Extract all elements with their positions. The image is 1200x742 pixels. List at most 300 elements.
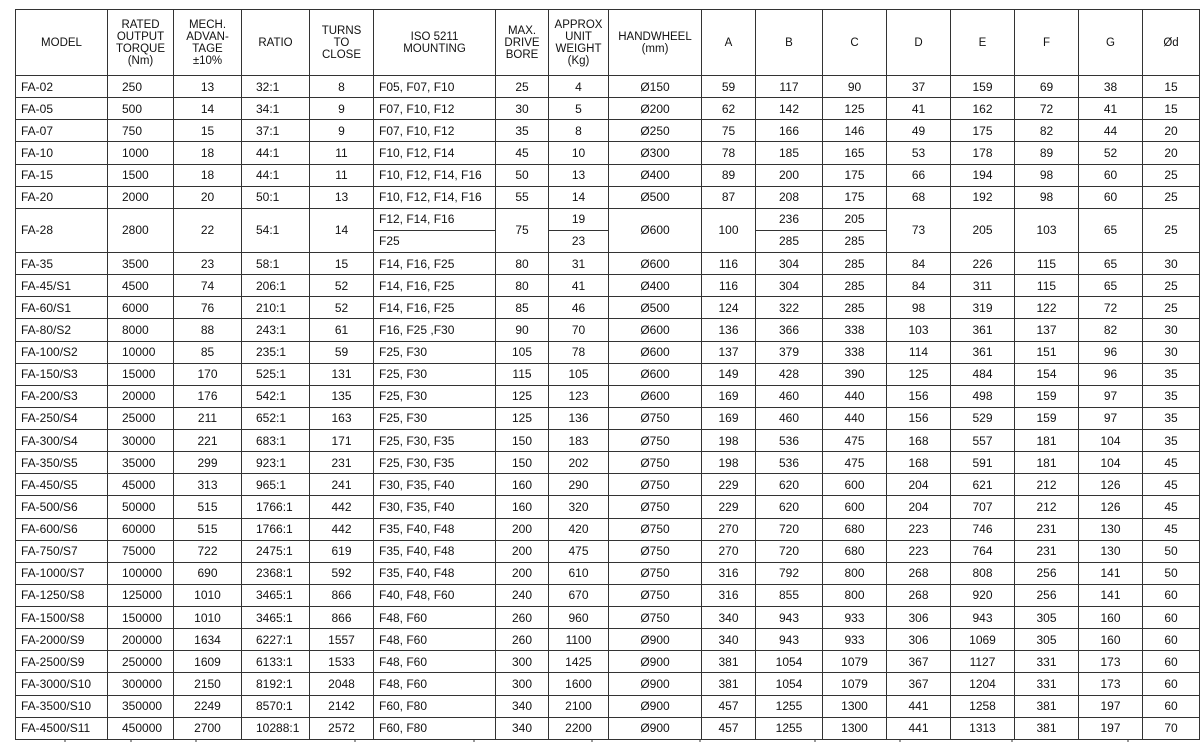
dim-e-cell: 162: [951, 98, 1015, 120]
dim-f-cell: 181: [1015, 452, 1079, 474]
dim-f-cell: 137: [1015, 319, 1079, 341]
header-bore-line: BORE: [505, 48, 539, 61]
dim-a-cell: 381: [702, 651, 756, 673]
dim-a-cell: 381: [702, 673, 756, 695]
dim-e-cell: 159: [951, 76, 1015, 98]
table-row: [16, 430, 1200, 452]
dim-c-cell: 680: [823, 518, 887, 540]
weight-cell: 14: [549, 186, 609, 208]
handwheel-cell: Ø600: [609, 385, 702, 407]
handwheel-cell: Ø900: [609, 651, 702, 673]
turns-cell: 866: [310, 607, 374, 629]
dim-c-cell: 440: [823, 385, 887, 407]
mounting-cell: F25, F30: [374, 363, 496, 385]
torque-cell: 100000: [108, 562, 174, 584]
header-turns-line: TO: [333, 36, 350, 49]
dim-b-cell: 1054: [756, 673, 823, 695]
dim-a-cell: 229: [702, 474, 756, 496]
mounting-cell: F25, F30: [374, 407, 496, 429]
bore-cell: 105: [496, 341, 549, 363]
mech-advantage-cell: 1010: [174, 584, 242, 606]
dim-a-cell: 316: [702, 562, 756, 584]
torque-cell: 15000: [108, 363, 174, 385]
bore-cell: 340: [496, 695, 549, 717]
turns-cell: 9: [310, 98, 374, 120]
dim-e-cell: 192: [951, 186, 1015, 208]
mech-advantage-cell: 20: [174, 186, 242, 208]
dim-e-cell: 1204: [951, 673, 1015, 695]
dim-c-cell: [823, 208, 887, 252]
dim-b-cell: 1255: [756, 717, 823, 739]
dim-a-cell: 229: [702, 496, 756, 518]
dim-g-cell: 38: [1079, 76, 1143, 98]
torque-cell: 250000: [108, 651, 174, 673]
dim-d-cell: 306: [887, 629, 951, 651]
ratio-cell: 1766:1: [242, 496, 310, 518]
turns-cell: 866: [310, 584, 374, 606]
model-cell: FA-4500/S11: [16, 717, 108, 739]
header-shaft-diameter: Ød: [1143, 10, 1200, 76]
weight-cell: 41: [549, 275, 609, 297]
table-row: [16, 98, 1200, 120]
header-mech-line: ADVAN-: [186, 30, 229, 43]
model-cell: FA-3500/S10: [16, 695, 108, 717]
dim-f-cell: 381: [1015, 717, 1079, 739]
dim-b-cell-part: 236: [756, 209, 822, 231]
dim-a-cell: 270: [702, 518, 756, 540]
torque-cell: 8000: [108, 319, 174, 341]
turns-cell: 231: [310, 452, 374, 474]
header-iso-line: ISO 5211: [410, 30, 459, 43]
bore-cell: 260: [496, 629, 549, 651]
dim-c-cell: 285: [823, 297, 887, 319]
turns-cell: 59: [310, 341, 374, 363]
dim-g-cell: 173: [1079, 651, 1143, 673]
turns-cell: 619: [310, 540, 374, 562]
dim-e-cell: 529: [951, 407, 1015, 429]
bore-cell: 200: [496, 562, 549, 584]
mounting-cell: F40, F48, F60: [374, 584, 496, 606]
turns-cell: 2572: [310, 717, 374, 739]
bore-cell: 55: [496, 186, 549, 208]
dim-b-cell: 720: [756, 540, 823, 562]
dim-b-cell: 185: [756, 142, 823, 164]
dim-g-cell: 65: [1079, 208, 1143, 252]
torque-cell: 1000: [108, 142, 174, 164]
ratio-cell: 243:1: [242, 319, 310, 341]
table-row: [16, 629, 1200, 651]
dim-d-cell: 53: [887, 142, 951, 164]
mounting-cell: F25, F30, F35: [374, 430, 496, 452]
bore-cell: 160: [496, 474, 549, 496]
table-row: [16, 76, 1200, 98]
mounting-cell: [374, 208, 496, 252]
dim-c-cell: 285: [823, 275, 887, 297]
weight-cell: 31: [549, 253, 609, 275]
table-row: [16, 695, 1200, 717]
shaft-diameter-cell: 20: [1143, 120, 1200, 142]
torque-cell: 10000: [108, 341, 174, 363]
mounting-cell: F35, F40, F48: [374, 562, 496, 584]
shaft-diameter-cell: 25: [1143, 297, 1200, 319]
header-g: G: [1079, 10, 1143, 76]
table-row: [16, 297, 1200, 319]
table-body: [16, 76, 1200, 740]
dim-b-cell: 620: [756, 496, 823, 518]
dim-f-cell: 305: [1015, 607, 1079, 629]
dim-e-cell: 746: [951, 518, 1015, 540]
header-model: MODEL: [16, 10, 108, 76]
dim-g-cell: 72: [1079, 297, 1143, 319]
dim-b-cell: 304: [756, 275, 823, 297]
dim-a-cell: 457: [702, 717, 756, 739]
dim-e-cell: 621: [951, 474, 1015, 496]
bore-cell: 35: [496, 120, 549, 142]
header-mech: [174, 10, 242, 76]
dim-d-cell: 367: [887, 651, 951, 673]
dim-g-cell: 97: [1079, 385, 1143, 407]
header-turns-line: TURNS: [321, 24, 362, 37]
dim-g-cell: 60: [1079, 164, 1143, 186]
turns-cell: 163: [310, 407, 374, 429]
model-cell: FA-15: [16, 164, 108, 186]
ratio-cell: 32:1: [242, 76, 310, 98]
weight-cell: 290: [549, 474, 609, 496]
header-weight-line: APPROX: [554, 18, 603, 31]
dim-e-cell: 1313: [951, 717, 1015, 739]
dim-c-cell: 800: [823, 562, 887, 584]
turns-cell: 135: [310, 385, 374, 407]
weight-cell: 8: [549, 120, 609, 142]
ratio-cell: 58:1: [242, 253, 310, 275]
dim-c-cell: 680: [823, 540, 887, 562]
turns-cell: 171: [310, 430, 374, 452]
dim-f-cell: 212: [1015, 496, 1079, 518]
table-row: [16, 142, 1200, 164]
ratio-cell: 44:1: [242, 142, 310, 164]
dim-f-cell: 305: [1015, 629, 1079, 651]
dim-g-cell: 104: [1079, 452, 1143, 474]
dim-b-cell: 304: [756, 253, 823, 275]
dim-e-cell: 226: [951, 253, 1015, 275]
dim-a-cell: 270: [702, 540, 756, 562]
mech-advantage-cell: 515: [174, 518, 242, 540]
handwheel-cell: Ø750: [609, 452, 702, 474]
mounting-cell: F48, F60: [374, 629, 496, 651]
mounting-cell: F14, F16, F25: [374, 275, 496, 297]
shaft-diameter-cell: 25: [1143, 164, 1200, 186]
ratio-cell: 965:1: [242, 474, 310, 496]
model-cell: FA-20: [16, 186, 108, 208]
dim-c-cell: 933: [823, 629, 887, 651]
dim-g-cell: 65: [1079, 275, 1143, 297]
handwheel-cell: Ø200: [609, 98, 702, 120]
dim-f-cell: 115: [1015, 253, 1079, 275]
dim-e-cell: 361: [951, 319, 1015, 341]
dim-b-cell: 166: [756, 120, 823, 142]
shaft-diameter-cell: 50: [1143, 540, 1200, 562]
turns-cell: 8: [310, 76, 374, 98]
header-mech-line: ±10%: [192, 54, 223, 67]
shaft-diameter-cell: 30: [1143, 341, 1200, 363]
table-row: [16, 407, 1200, 429]
dim-a-cell: 59: [702, 76, 756, 98]
dim-b-cell: 428: [756, 363, 823, 385]
model-cell: FA-2500/S9: [16, 651, 108, 673]
dim-a-cell: 457: [702, 695, 756, 717]
dim-a-cell: 136: [702, 319, 756, 341]
table-row: [16, 164, 1200, 186]
header-handwheel-line: (mm): [641, 42, 669, 55]
torque-cell: 2000: [108, 186, 174, 208]
model-cell: FA-35: [16, 253, 108, 275]
table-row: [16, 120, 1200, 142]
dim-c-cell: 338: [823, 319, 887, 341]
turns-cell: 9: [310, 120, 374, 142]
dim-g-cell: 130: [1079, 518, 1143, 540]
shaft-diameter-cell: 60: [1143, 584, 1200, 606]
dim-f-cell: 122: [1015, 297, 1079, 319]
weight-cell: 183: [549, 430, 609, 452]
weight-cell: 4: [549, 76, 609, 98]
model-cell: FA-450/S5: [16, 474, 108, 496]
mech-advantage-cell: 15: [174, 120, 242, 142]
dim-a-cell: 87: [702, 186, 756, 208]
dim-b-cell: 1054: [756, 651, 823, 673]
shaft-diameter-cell: 60: [1143, 651, 1200, 673]
handwheel-cell: Ø750: [609, 430, 702, 452]
dim-a-cell: 198: [702, 430, 756, 452]
torque-cell: 6000: [108, 297, 174, 319]
table-row: [16, 584, 1200, 606]
dim-g-cell: 160: [1079, 607, 1143, 629]
dim-d-cell: 66: [887, 164, 951, 186]
dim-e-cell: 311: [951, 275, 1015, 297]
torque-cell: 4500: [108, 275, 174, 297]
mounting-cell: F14, F16, F25: [374, 297, 496, 319]
torque-cell: 200000: [108, 629, 174, 651]
turns-cell: 442: [310, 518, 374, 540]
ratio-cell: 2368:1: [242, 562, 310, 584]
handwheel-cell: Ø250: [609, 120, 702, 142]
dim-a-cell: 78: [702, 142, 756, 164]
handwheel-cell: Ø750: [609, 518, 702, 540]
model-cell: FA-80/S2: [16, 319, 108, 341]
torque-cell: 450000: [108, 717, 174, 739]
turns-cell: 131: [310, 363, 374, 385]
mech-advantage-cell: 88: [174, 319, 242, 341]
ratio-cell: 10288:1: [242, 717, 310, 739]
dim-b-cell: 620: [756, 474, 823, 496]
table-row: [16, 651, 1200, 673]
dim-g-cell: 126: [1079, 496, 1143, 518]
dim-f-cell: 89: [1015, 142, 1079, 164]
dim-c-cell: 475: [823, 430, 887, 452]
dim-e-cell: 1127: [951, 651, 1015, 673]
dim-c-cell: 285: [823, 253, 887, 275]
model-cell: FA-02: [16, 76, 108, 98]
mech-advantage-cell: 515: [174, 496, 242, 518]
dim-g-cell: 65: [1079, 253, 1143, 275]
dim-b-cell: 208: [756, 186, 823, 208]
turns-cell: 13: [310, 186, 374, 208]
mech-advantage-cell: 221: [174, 430, 242, 452]
mounting-cell: F25, F30: [374, 341, 496, 363]
table-row: [16, 208, 1200, 252]
handwheel-cell: Ø750: [609, 496, 702, 518]
mounting-cell: F10, F12, F14, F16: [374, 164, 496, 186]
handwheel-cell: Ø750: [609, 474, 702, 496]
dim-c-cell: 165: [823, 142, 887, 164]
mech-advantage-cell: 22: [174, 208, 242, 252]
ratio-cell: 206:1: [242, 275, 310, 297]
dim-d-cell: 103: [887, 319, 951, 341]
torque-cell: 30000: [108, 430, 174, 452]
ratio-cell: 34:1: [242, 98, 310, 120]
dim-b-cell: 536: [756, 430, 823, 452]
dim-f-cell: 159: [1015, 385, 1079, 407]
dim-c-cell: 1079: [823, 651, 887, 673]
mech-advantage-cell: 1634: [174, 629, 242, 651]
dim-d-cell: 268: [887, 562, 951, 584]
turns-cell: 11: [310, 164, 374, 186]
dim-g-cell: 41: [1079, 98, 1143, 120]
model-cell: FA-05: [16, 98, 108, 120]
weight-cell: 46: [549, 297, 609, 319]
dim-b-cell: 792: [756, 562, 823, 584]
dim-e-cell: 484: [951, 363, 1015, 385]
bore-cell: 25: [496, 76, 549, 98]
bore-cell: 340: [496, 717, 549, 739]
mech-advantage-cell: 722: [174, 540, 242, 562]
dim-d-cell: 68: [887, 186, 951, 208]
bore-cell: 85: [496, 297, 549, 319]
mounting-cell: F35, F40, F48: [374, 540, 496, 562]
dim-b-cell: 200: [756, 164, 823, 186]
model-cell: FA-300/S4: [16, 430, 108, 452]
dim-b-cell: 943: [756, 629, 823, 651]
table-row: [16, 253, 1200, 275]
ratio-cell: 6133:1: [242, 651, 310, 673]
dim-f-cell: 181: [1015, 430, 1079, 452]
dim-a-cell: 340: [702, 607, 756, 629]
weight-cell: 2100: [549, 695, 609, 717]
shaft-diameter-cell: 35: [1143, 430, 1200, 452]
ratio-cell: 923:1: [242, 452, 310, 474]
weight-cell-part: 19: [549, 209, 608, 231]
dim-c-cell: 146: [823, 120, 887, 142]
dim-b-cell: 322: [756, 297, 823, 319]
bore-cell: 300: [496, 651, 549, 673]
bore-cell: 125: [496, 385, 549, 407]
dim-c-cell: 390: [823, 363, 887, 385]
model-cell: FA-2000/S9: [16, 629, 108, 651]
dim-g-cell: 97: [1079, 407, 1143, 429]
model-cell: FA-600/S6: [16, 518, 108, 540]
torque-cell: 1500: [108, 164, 174, 186]
dim-a-cell: 89: [702, 164, 756, 186]
dim-c-cell: 338: [823, 341, 887, 363]
mounting-cell: F30, F35, F40: [374, 496, 496, 518]
model-cell: FA-200/S3: [16, 385, 108, 407]
dim-a-cell: 316: [702, 584, 756, 606]
shaft-diameter-cell: 25: [1143, 275, 1200, 297]
table-row: [16, 474, 1200, 496]
weight-cell: 78: [549, 341, 609, 363]
dim-g-cell: 197: [1079, 717, 1143, 739]
header-f: F: [1015, 10, 1079, 76]
torque-cell: 300000: [108, 673, 174, 695]
torque-cell: 20000: [108, 385, 174, 407]
turns-cell: 1557: [310, 629, 374, 651]
mounting-cell: F16, F25 ,F30: [374, 319, 496, 341]
weight-cell: 475: [549, 540, 609, 562]
header-mech-line: MECH.: [188, 18, 227, 31]
dim-c-cell: 125: [823, 98, 887, 120]
dim-d-cell: 306: [887, 607, 951, 629]
dim-d-cell: 37: [887, 76, 951, 98]
bore-cell: 150: [496, 430, 549, 452]
handwheel-cell: Ø600: [609, 341, 702, 363]
handwheel-cell: Ø300: [609, 142, 702, 164]
handwheel-cell: Ø750: [609, 540, 702, 562]
table-header: [16, 10, 1200, 76]
dim-a-cell: 116: [702, 253, 756, 275]
table-row: [16, 562, 1200, 584]
bore-cell: 115: [496, 363, 549, 385]
table-row: [16, 540, 1200, 562]
turns-cell: 52: [310, 297, 374, 319]
handwheel-cell: Ø750: [609, 562, 702, 584]
ratio-cell: 235:1: [242, 341, 310, 363]
torque-cell: 60000: [108, 518, 174, 540]
table-row: [16, 673, 1200, 695]
mech-advantage-cell: 14: [174, 98, 242, 120]
dim-c-cell: 1079: [823, 673, 887, 695]
mounting-cell-part: F25: [379, 233, 400, 248]
handwheel-cell: Ø600: [609, 208, 702, 252]
bore-cell: 200: [496, 540, 549, 562]
turns-cell: 241: [310, 474, 374, 496]
dim-g-cell: 197: [1079, 695, 1143, 717]
header-b: B: [756, 10, 823, 76]
model-cell: FA-60/S1: [16, 297, 108, 319]
dim-f-cell: 69: [1015, 76, 1079, 98]
dim-c-cell: 933: [823, 607, 887, 629]
dim-g-cell: 126: [1079, 474, 1143, 496]
bore-cell: 260: [496, 607, 549, 629]
dim-f-cell: 231: [1015, 540, 1079, 562]
shaft-diameter-cell: 60: [1143, 607, 1200, 629]
header-bore: [496, 10, 549, 76]
header-torque-line: (Nm): [127, 54, 154, 67]
mech-advantage-cell: 313: [174, 474, 242, 496]
dim-g-cell: 104: [1079, 430, 1143, 452]
dim-b-cell: 943: [756, 607, 823, 629]
bore-cell: 90: [496, 319, 549, 341]
turns-cell: 442: [310, 496, 374, 518]
weight-cell: 13: [549, 164, 609, 186]
header-handwheel-line: HANDWHEEL: [618, 30, 692, 43]
ratio-cell: 1766:1: [242, 518, 310, 540]
dim-a-cell: 149: [702, 363, 756, 385]
shaft-diameter-cell: 45: [1143, 452, 1200, 474]
table-row: [16, 341, 1200, 363]
table-row: [16, 275, 1200, 297]
mounting-cell: F25, F30: [374, 385, 496, 407]
dim-b-cell: 142: [756, 98, 823, 120]
mech-advantage-cell: 18: [174, 164, 242, 186]
